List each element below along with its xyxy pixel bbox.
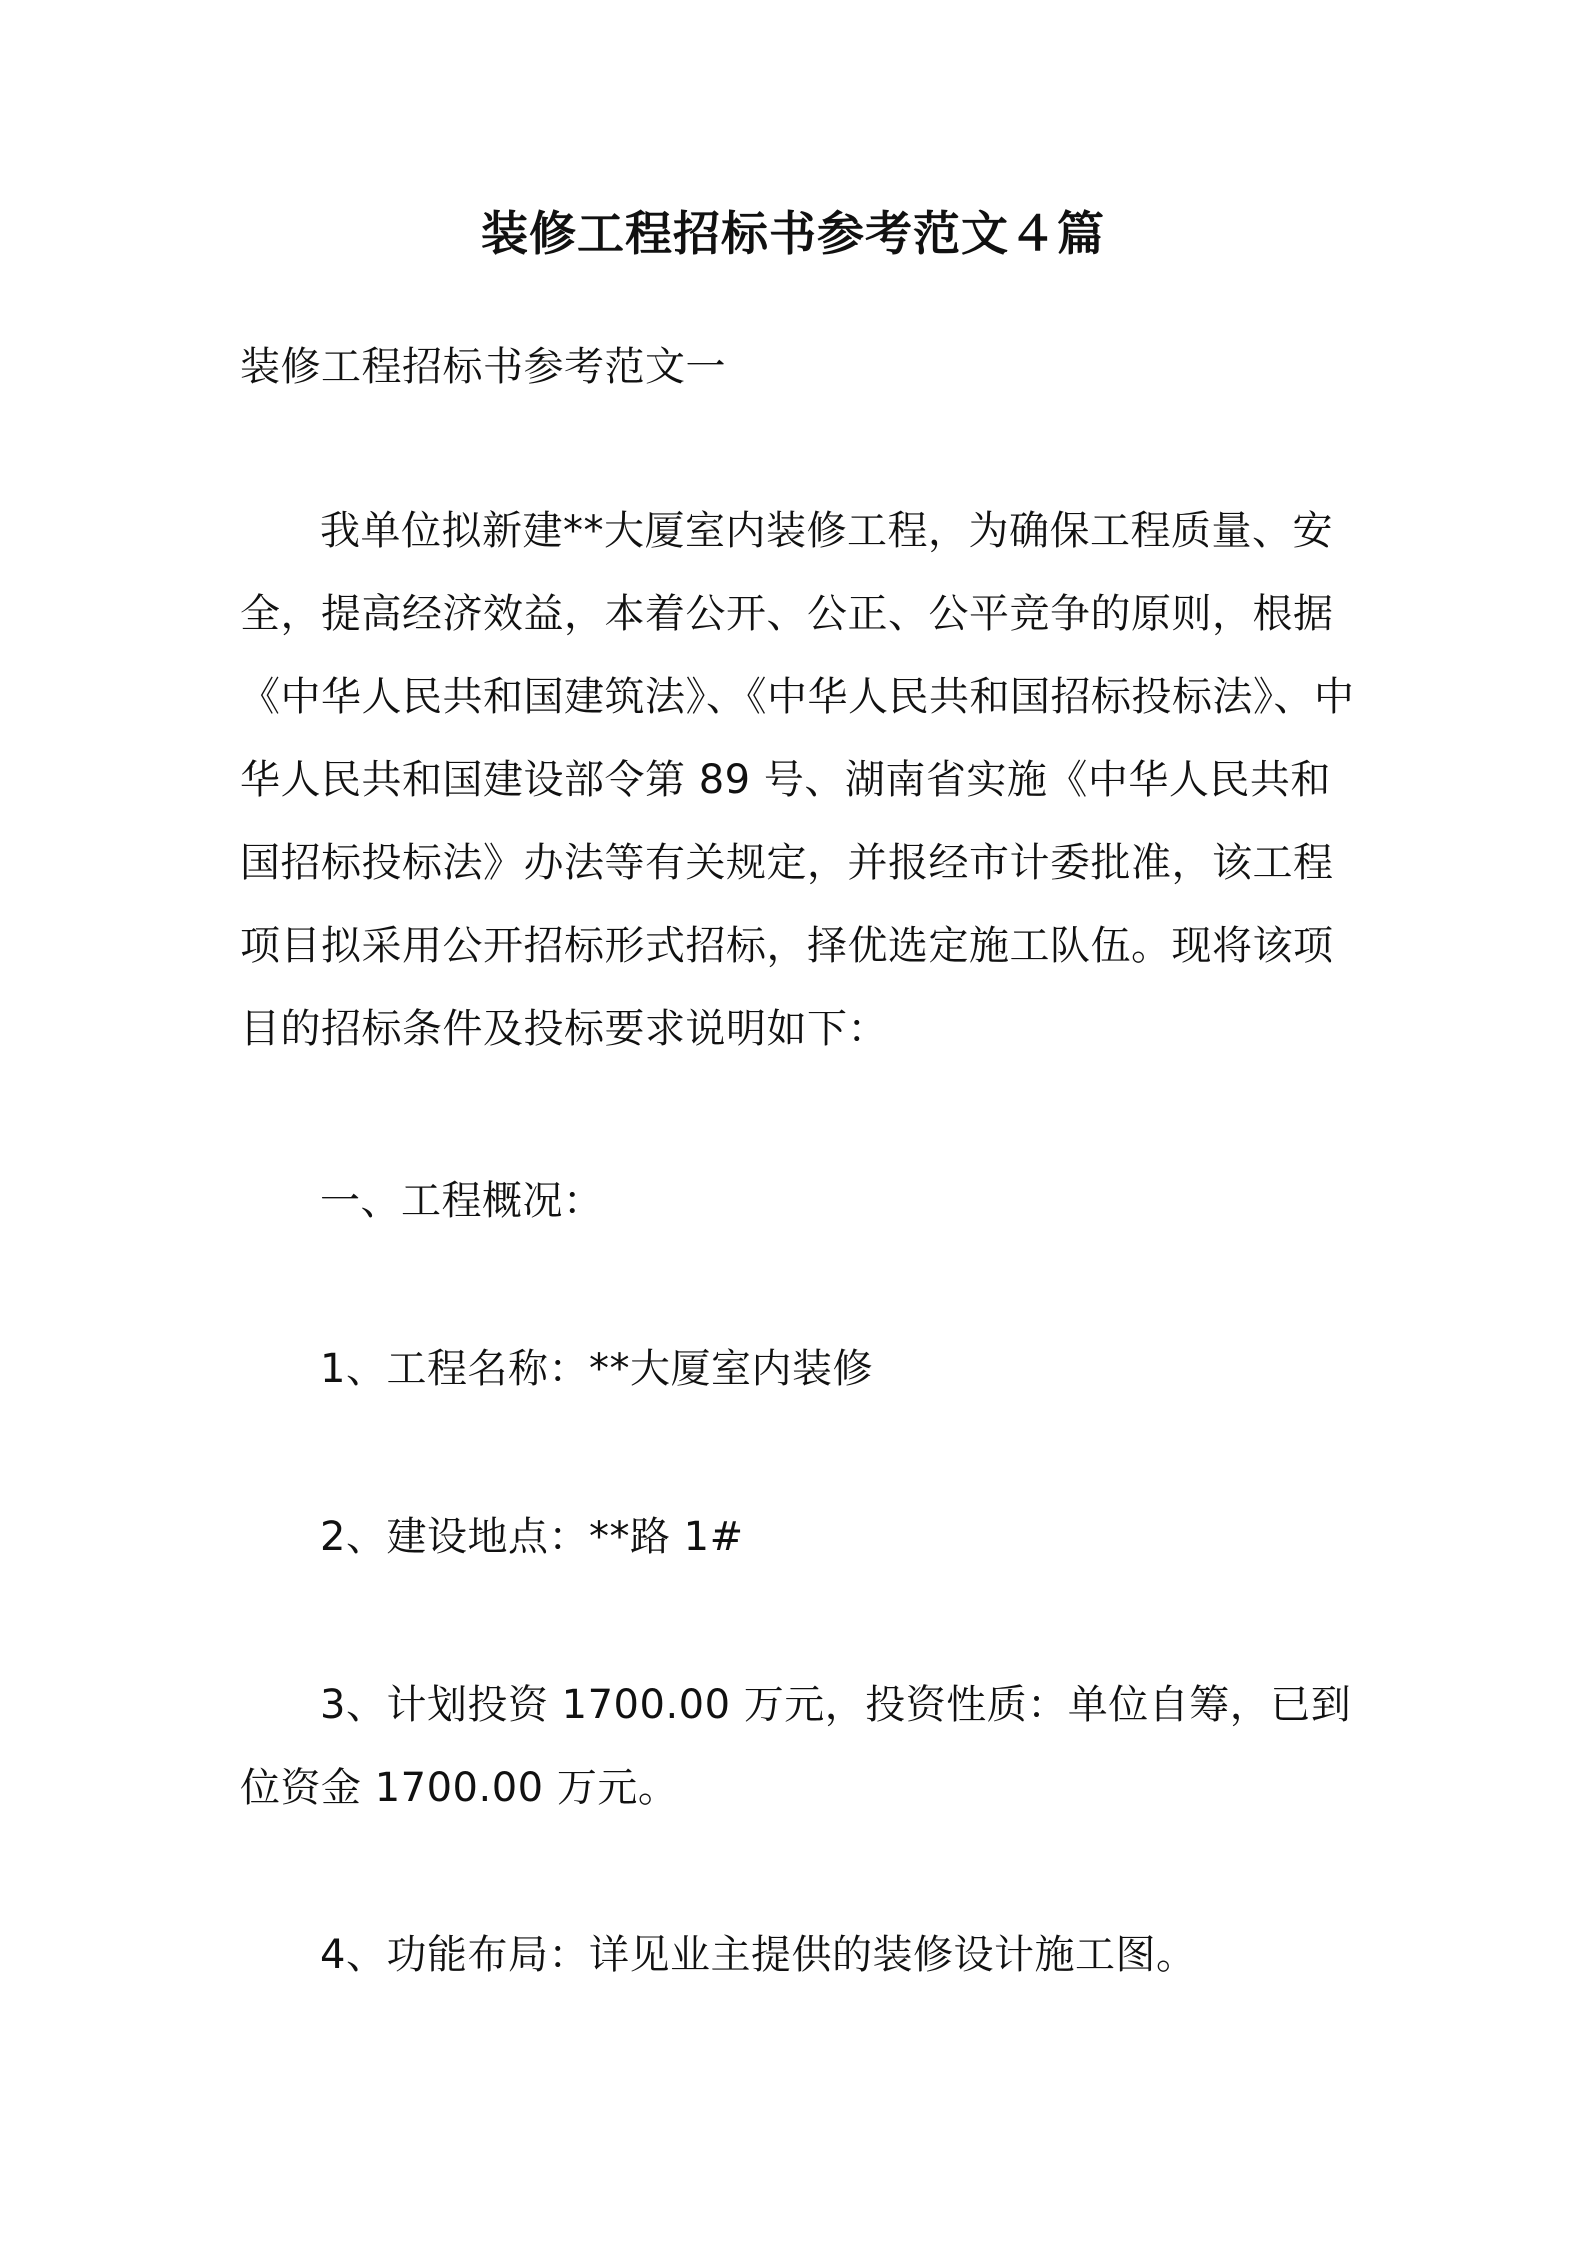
list-item: 1、工程名称：**大厦室内装修 [320, 1346, 873, 1392]
document-subtitle: 装修工程招标书参考范文一 [240, 344, 726, 390]
list-item: 2、建设地点：**路 1# [320, 1514, 744, 1560]
list-item: 3、计划投资 1700.00 万元，投资性质：单位自筹，已到位资金 1700.00 万元。 [240, 1682, 1352, 1811]
section-heading: 一、工程概况： [320, 1178, 604, 1224]
document-title: 装修工程招标书参考范文４篇 [481, 207, 1105, 262]
list-item: 4、功能布局：详见业主提供的装修设计施工图。 [320, 1932, 1197, 1978]
intro-paragraph: 我单位拟新建**大厦室内装修工程，为确保工程质量、安全，提高经济效益，本着公开、公正、公平竞争的原则，根据《中华人民共和国建筑法》、《中华人民共和国招标投标法》、中华人民共和国建设部令第 89 号、湖南省实施《中华人民共和国招标投标法》办法等有关规定，并报经市计委批准，该工程项目拟采用公开招标形式招标，择优选定施工队伍。现将该项目的招标条件及投标要求说明如下： [240, 508, 1355, 1052]
